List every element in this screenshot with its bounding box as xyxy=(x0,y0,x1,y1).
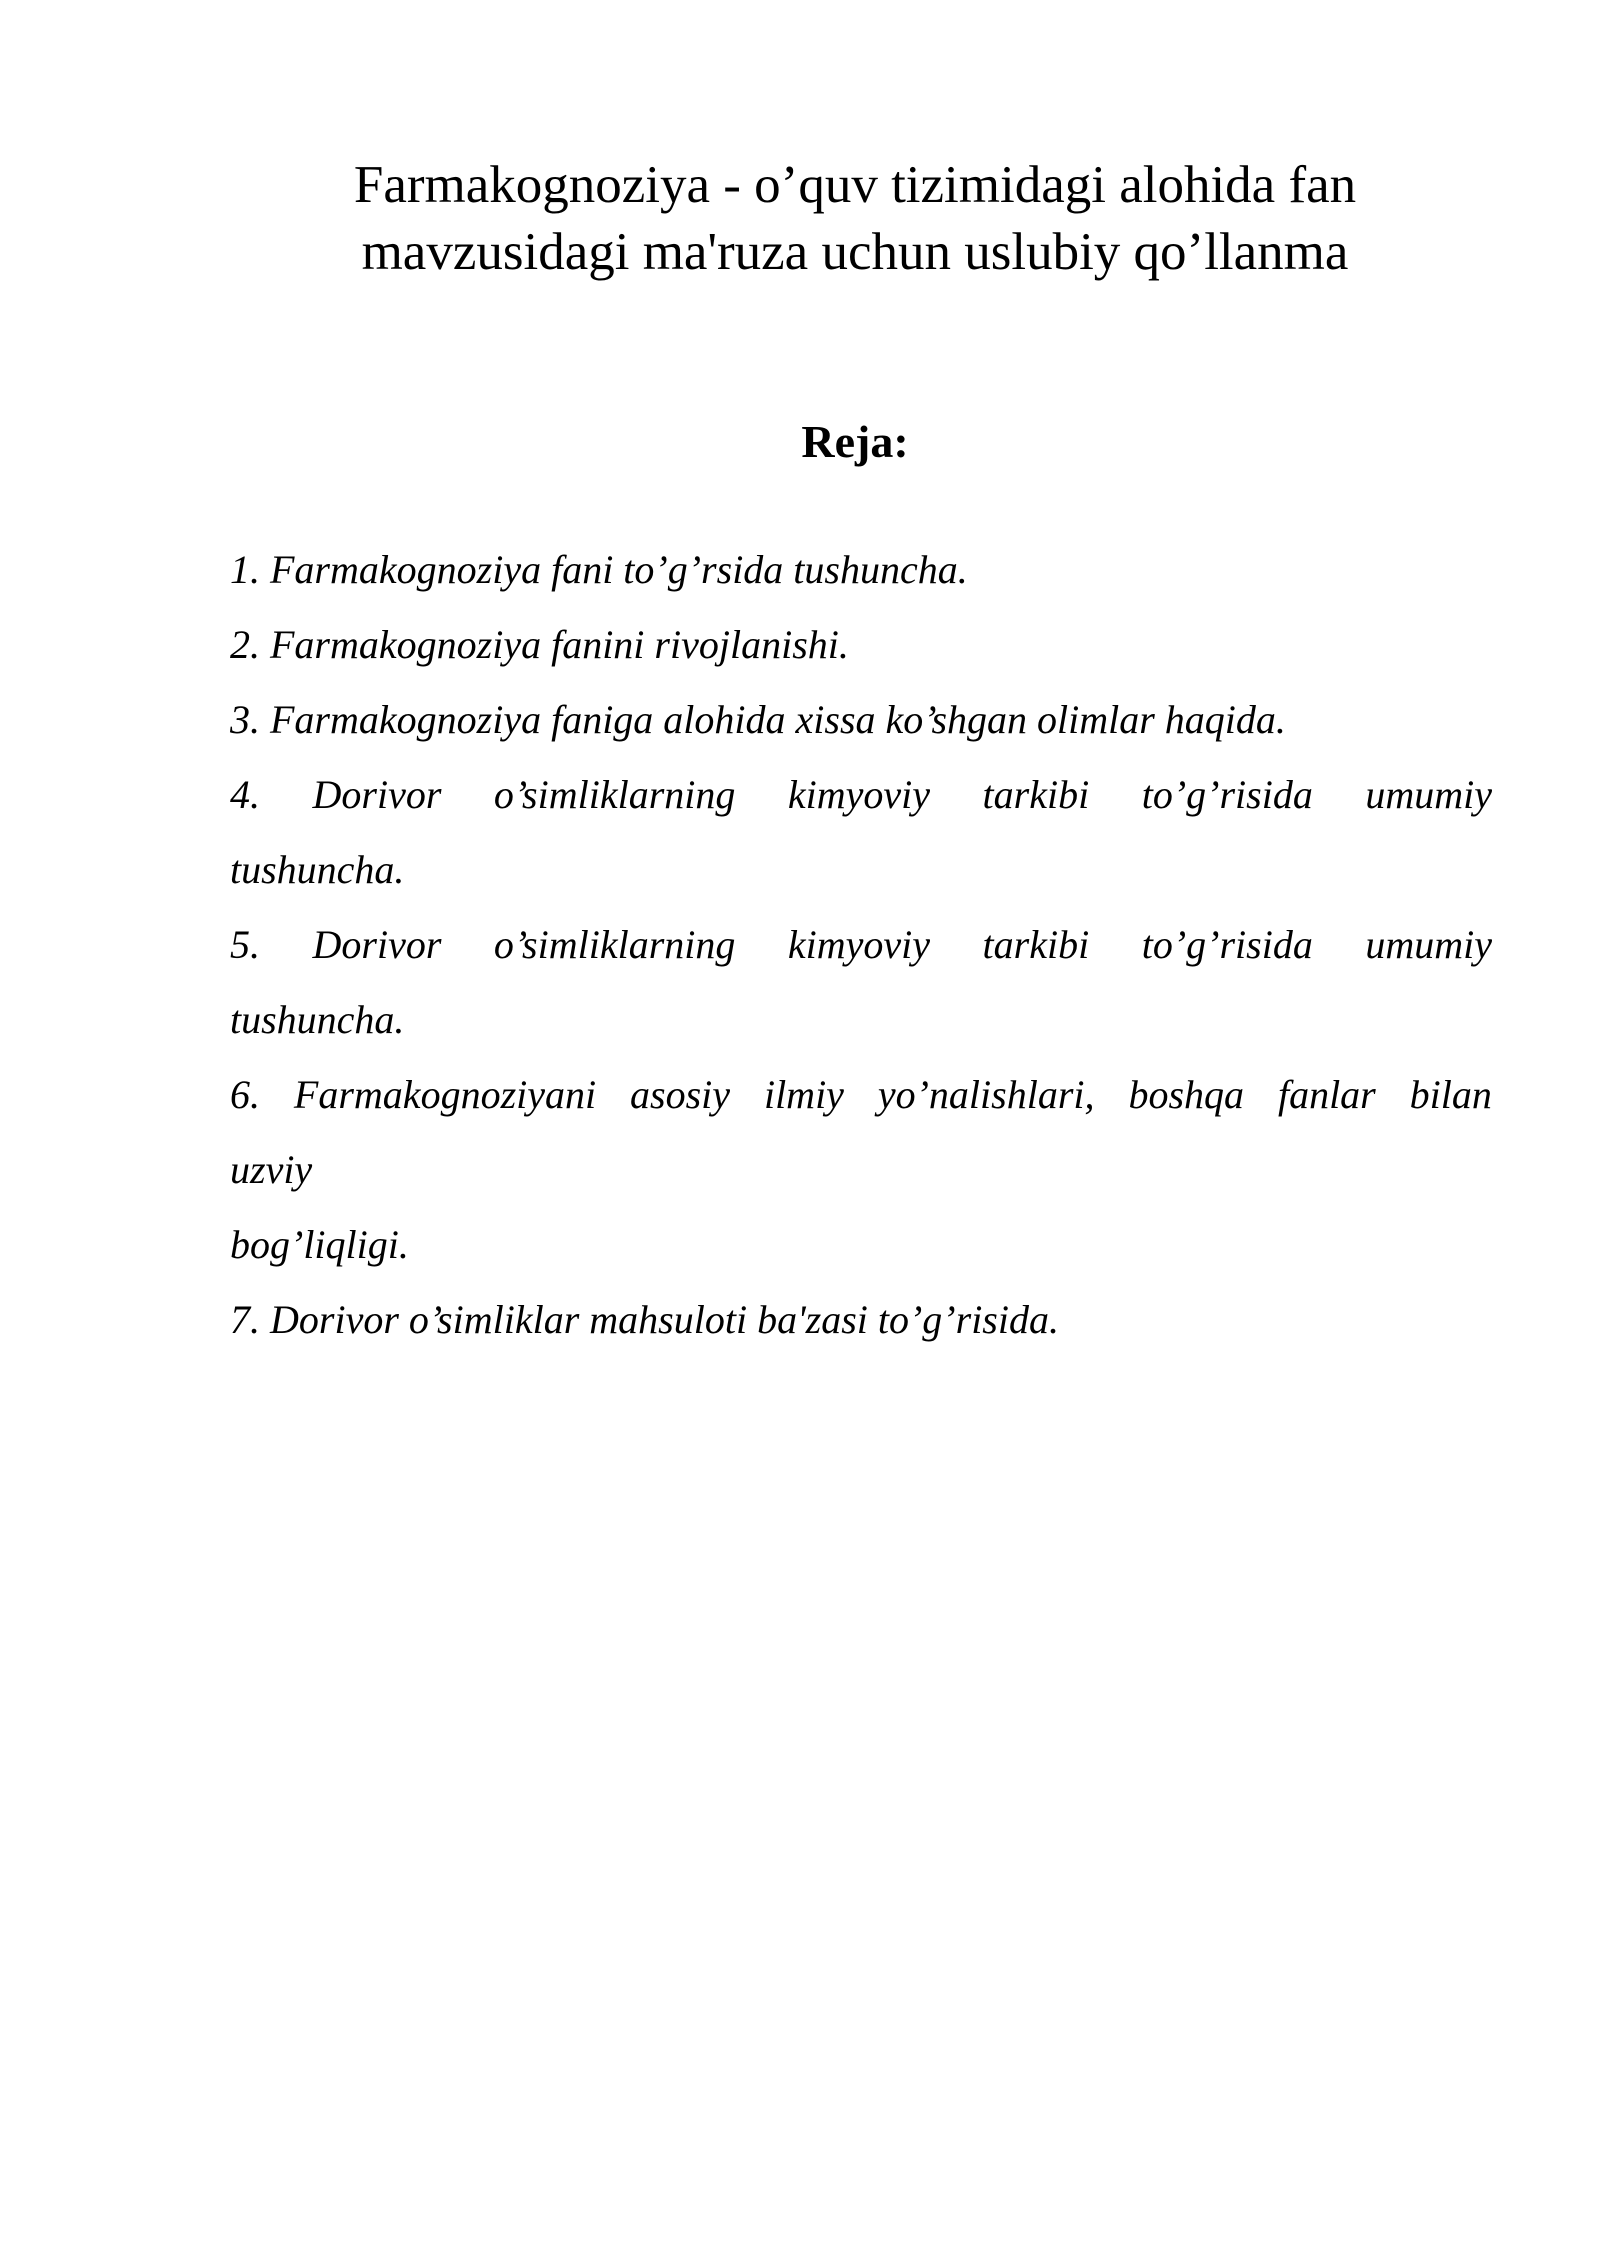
title-line-1: Farmakognoziya - o’quv tizimidagi alohida fan xyxy=(353,156,1357,214)
plan-line-4: 4. Dorivor o’simliklarning kimyoviy tarkibi to’g’risida umumiy xyxy=(230,772,1492,817)
plan-line-9: uzviy xyxy=(230,1147,313,1192)
plan-line-11: 7. Dorivor o’simliklar mahsuloti ba'zasi to’g’risida. xyxy=(230,1297,1059,1342)
plan-line-10: bog’liqligi. xyxy=(230,1222,409,1267)
plan-line-6: 5. Dorivor o’simliklarning kimyoviy tarkibi to’g’risida umumiy xyxy=(230,922,1492,967)
plan-line-1: 1. Farmakognoziya fani to’g’rsida tushuncha. xyxy=(230,547,968,592)
plan-line-5: tushuncha. xyxy=(230,847,405,892)
plan-line-7: tushuncha. xyxy=(230,997,405,1042)
title-line-2: mavzusidagi ma'ruza uchun uslubiy qo’llanma xyxy=(361,223,1349,281)
plan-line-2: 2. Farmakognoziya fanini rivojlanishi. xyxy=(230,622,849,667)
plan-line-8: 6. Farmakognoziyani asosiy ilmiy yo’nalishlari, boshqa fanlar bilan xyxy=(230,1072,1492,1117)
plan-heading: Reja: xyxy=(801,416,909,467)
plan-line-3: 3. Farmakognoziya faniga alohida xissa ko’shgan olimlar haqida. xyxy=(230,697,1286,742)
plan-list xyxy=(230,532,1492,1357)
document-title xyxy=(230,152,1480,286)
